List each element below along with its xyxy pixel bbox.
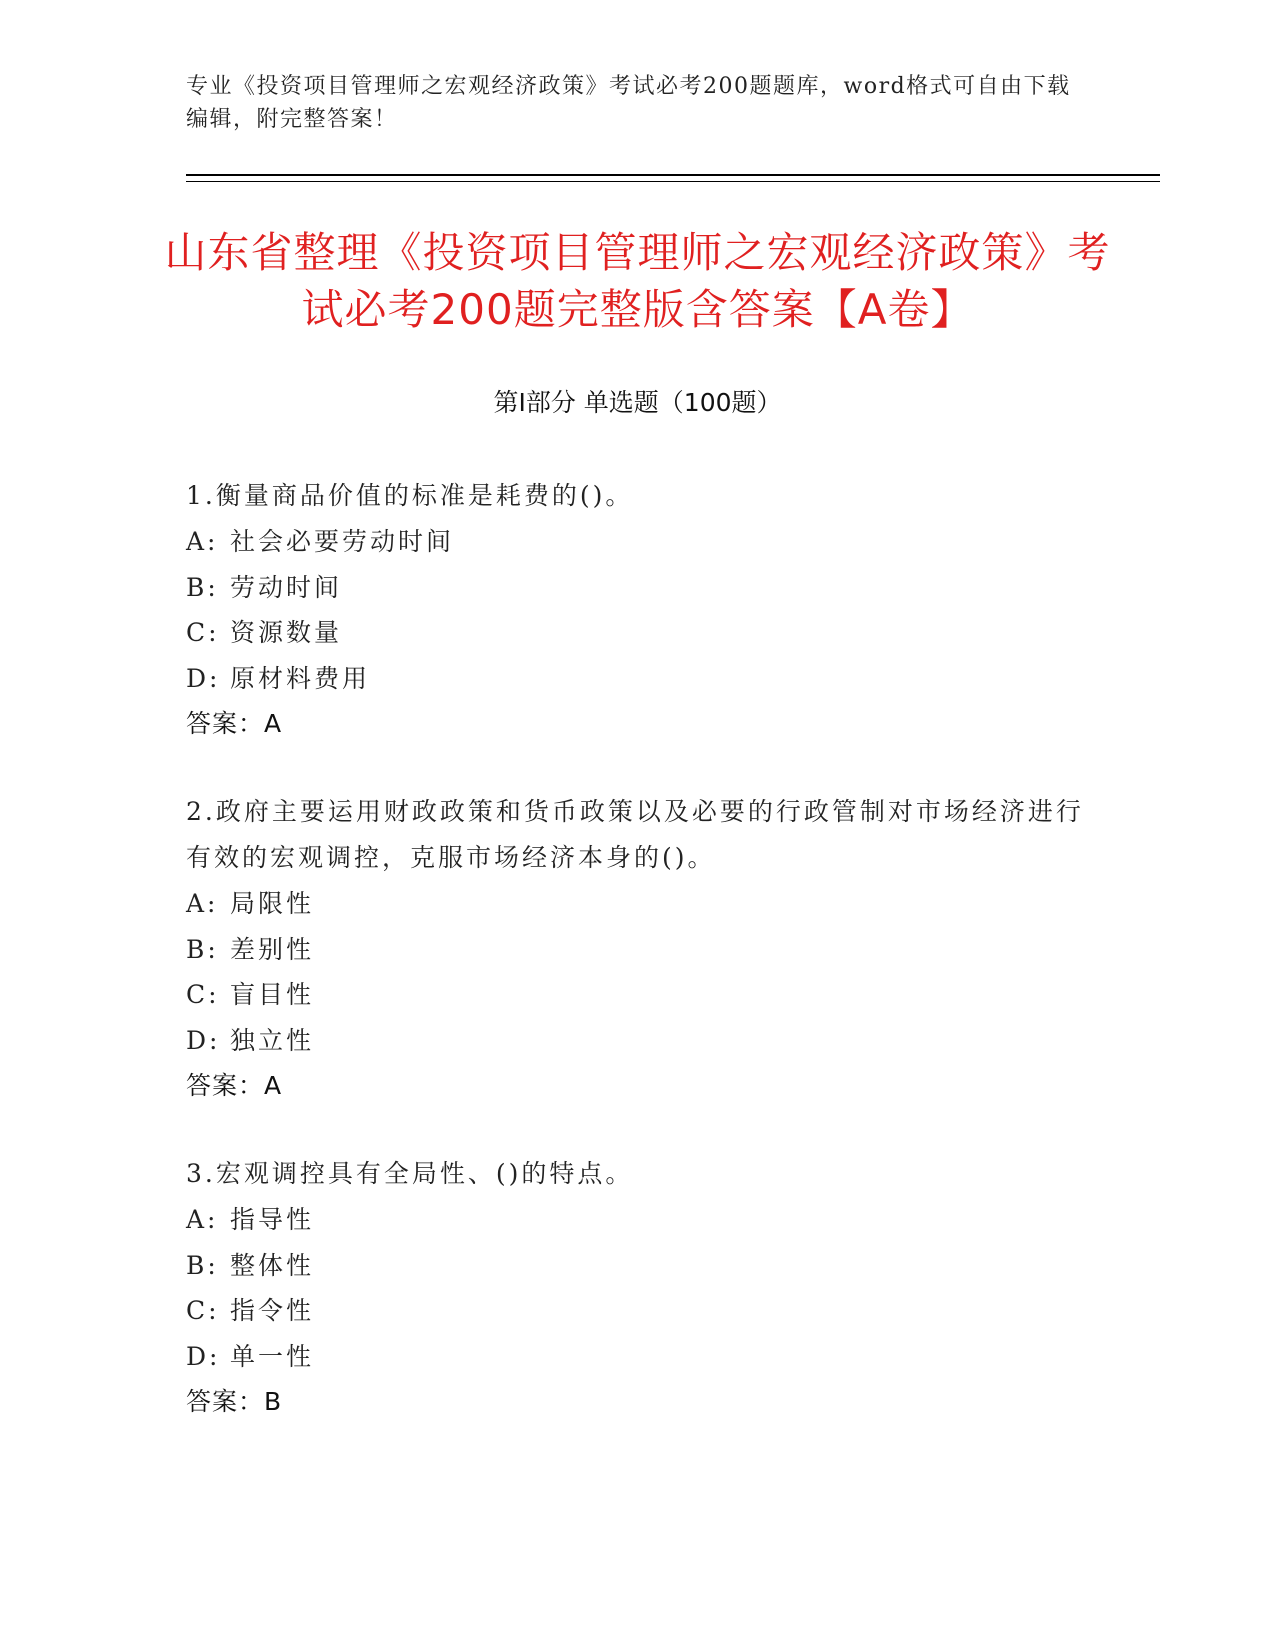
option-key: A:: [186, 527, 219, 556]
option-key: B:: [186, 572, 219, 602]
option-a: [186, 519, 1086, 565]
option-key: B:: [186, 934, 219, 964]
question-stem: 3.宏观调控具有全局性、()的特点。: [186, 1159, 634, 1188]
option-text: 盲目性: [230, 980, 315, 1009]
option-text: 差别性: [230, 934, 315, 964]
question-stem: 1.衡量商品价值的标准是耗费的()。: [186, 481, 634, 510]
option-key: C:: [186, 1296, 220, 1325]
section-heading: 第I部分 单选题（100题）: [493, 388, 782, 417]
header-divider-thin: [186, 181, 1160, 182]
header-divider-thick: [186, 174, 1160, 176]
question-3: [186, 1151, 1086, 1425]
answer-line: 答案：A: [186, 709, 283, 738]
option-key: A:: [186, 889, 219, 918]
option-text: 原材料费用: [230, 663, 371, 693]
option-c: [186, 1288, 1086, 1334]
option-text: 独立性: [230, 1025, 315, 1055]
option-b: [186, 927, 1086, 973]
option-d: [186, 656, 1086, 702]
answer-line: 答案：B: [186, 1387, 283, 1416]
option-text: 指令性: [230, 1296, 315, 1325]
option-a: [186, 1197, 1086, 1243]
option-text: 单一性: [230, 1341, 315, 1371]
option-text: 整体性: [230, 1250, 315, 1280]
option-key: B:: [186, 1250, 219, 1280]
option-text: 资源数量: [230, 618, 343, 647]
option-d: [186, 1018, 1086, 1064]
option-b: [186, 565, 1086, 611]
option-c: [186, 610, 1086, 656]
document-title: 山东省整理《投资项目管理师之宏观经济政策》考试必考200题完整版含答案【A卷】: [164, 228, 1111, 334]
option-d: [186, 1334, 1086, 1380]
header-description: 专业《投资项目管理师之宏观经济政策》考试必考200题题库，word格式可自由下载编辑，附完整答案！: [186, 74, 1071, 132]
question-1: [186, 473, 1086, 747]
option-text: 指导性: [230, 1205, 315, 1234]
option-key: D:: [186, 1341, 221, 1371]
option-text: 社会必要劳动时间: [230, 527, 455, 556]
option-a: [186, 881, 1086, 927]
option-key: A:: [186, 1205, 219, 1234]
option-c: [186, 972, 1086, 1018]
answer-line: 答案：A: [186, 1071, 283, 1100]
option-b: [186, 1243, 1086, 1289]
question-2: [186, 789, 1086, 1109]
option-key: C:: [186, 980, 220, 1009]
option-text: 劳动时间: [230, 572, 343, 602]
option-key: C:: [186, 618, 220, 647]
question-stem: 2.政府主要运用财政政策和货币政策以及必要的行政管制对市场经济进行有效的宏观调控，克服市场经济本身的()。: [186, 797, 1084, 872]
option-key: D:: [186, 1025, 221, 1055]
option-text: 局限性: [230, 889, 315, 918]
option-key: D:: [186, 663, 221, 693]
